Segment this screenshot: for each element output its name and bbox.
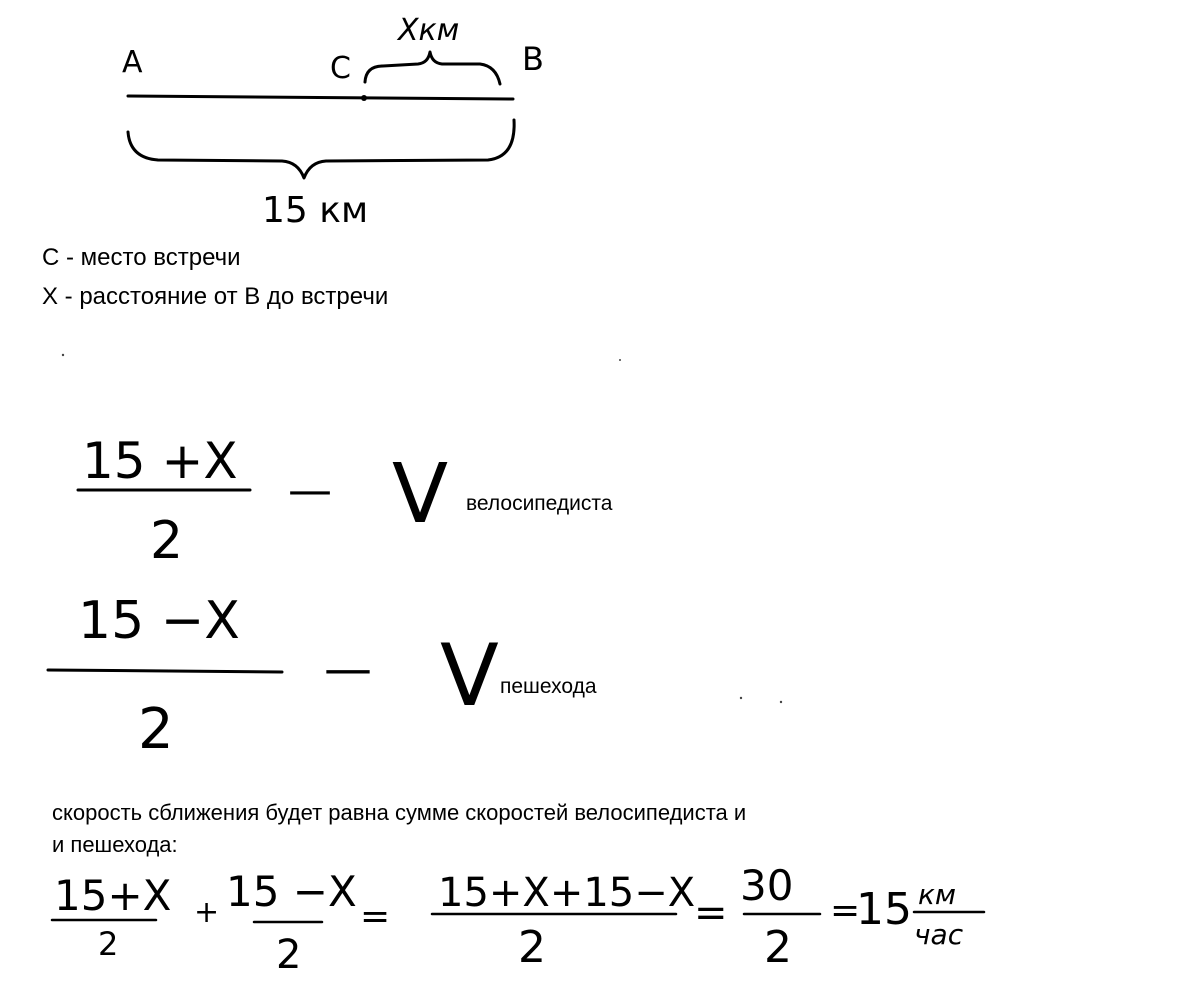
stray-dot [740,697,742,699]
pedestrian-subscript: пешехода [500,675,597,698]
pedestrian-fraction-bar [48,670,282,672]
eq-fraction1-denominator: 2 [98,925,119,963]
eq-fraction4-denominator: 2 [764,922,792,973]
eq-unit-numerator: км [918,878,957,911]
legend [42,244,388,310]
conclusion-text [52,800,746,857]
cyclist-speed-formula [78,432,613,571]
stray-dot [619,359,621,361]
segment-diagram [122,13,544,231]
eq-equals-1: = [360,896,391,937]
eq-fraction1-numerator: 15+X [54,871,172,920]
label-point-a: A [122,45,143,80]
label-point-b: B [522,40,544,78]
eq-equals-3: = [830,890,861,931]
legend-line-c: С - место встречи [42,244,241,271]
closing-speed-equation [52,861,984,978]
conclusion-line-1: скорость сближения будет равна сумме скоростей велосипедиста и [52,800,747,825]
eq-unit-denominator: час [914,918,964,951]
pedestrian-dash: — [324,641,372,697]
conclusion-line-2: и пешехода: [52,832,178,857]
label-segment-cb: Xкм [398,13,460,48]
eq-plus: + [194,895,220,930]
cyclist-denominator: 2 [150,511,184,571]
brace-ab [128,120,514,178]
eq-fraction3-numerator: 15+X+15−X [438,870,696,916]
cyclist-subscript: велосипедиста [466,492,613,515]
legend-line-x: Х - расстояние от В до встречи [42,283,389,310]
eq-result: 15 [856,884,912,935]
stray-dot [62,354,64,356]
eq-equals-2: = [694,890,728,936]
label-point-c: C [330,51,351,86]
pedestrian-denominator: 2 [138,697,174,762]
pedestrian-speed-formula [48,591,597,762]
stray-dot [780,701,782,703]
point-c-dot [361,95,367,101]
cyclist-numerator: 15 +X [82,432,238,490]
eq-fraction3-denominator: 2 [518,922,546,973]
pedestrian-numerator: 15 −X [78,591,240,651]
pedestrian-v-symbol: V [440,626,499,726]
eq-fraction2-denominator: 2 [276,932,302,978]
eq-fraction2-numerator: 15 −X [226,867,357,916]
label-segment-ab: 15 км [262,190,369,231]
cyclist-dash: — [288,465,332,516]
cyclist-v-symbol: V [392,447,449,542]
brace-cb [365,52,500,84]
segment-ab-line [128,96,513,99]
eq-fraction4-numerator: 30 [740,861,794,910]
